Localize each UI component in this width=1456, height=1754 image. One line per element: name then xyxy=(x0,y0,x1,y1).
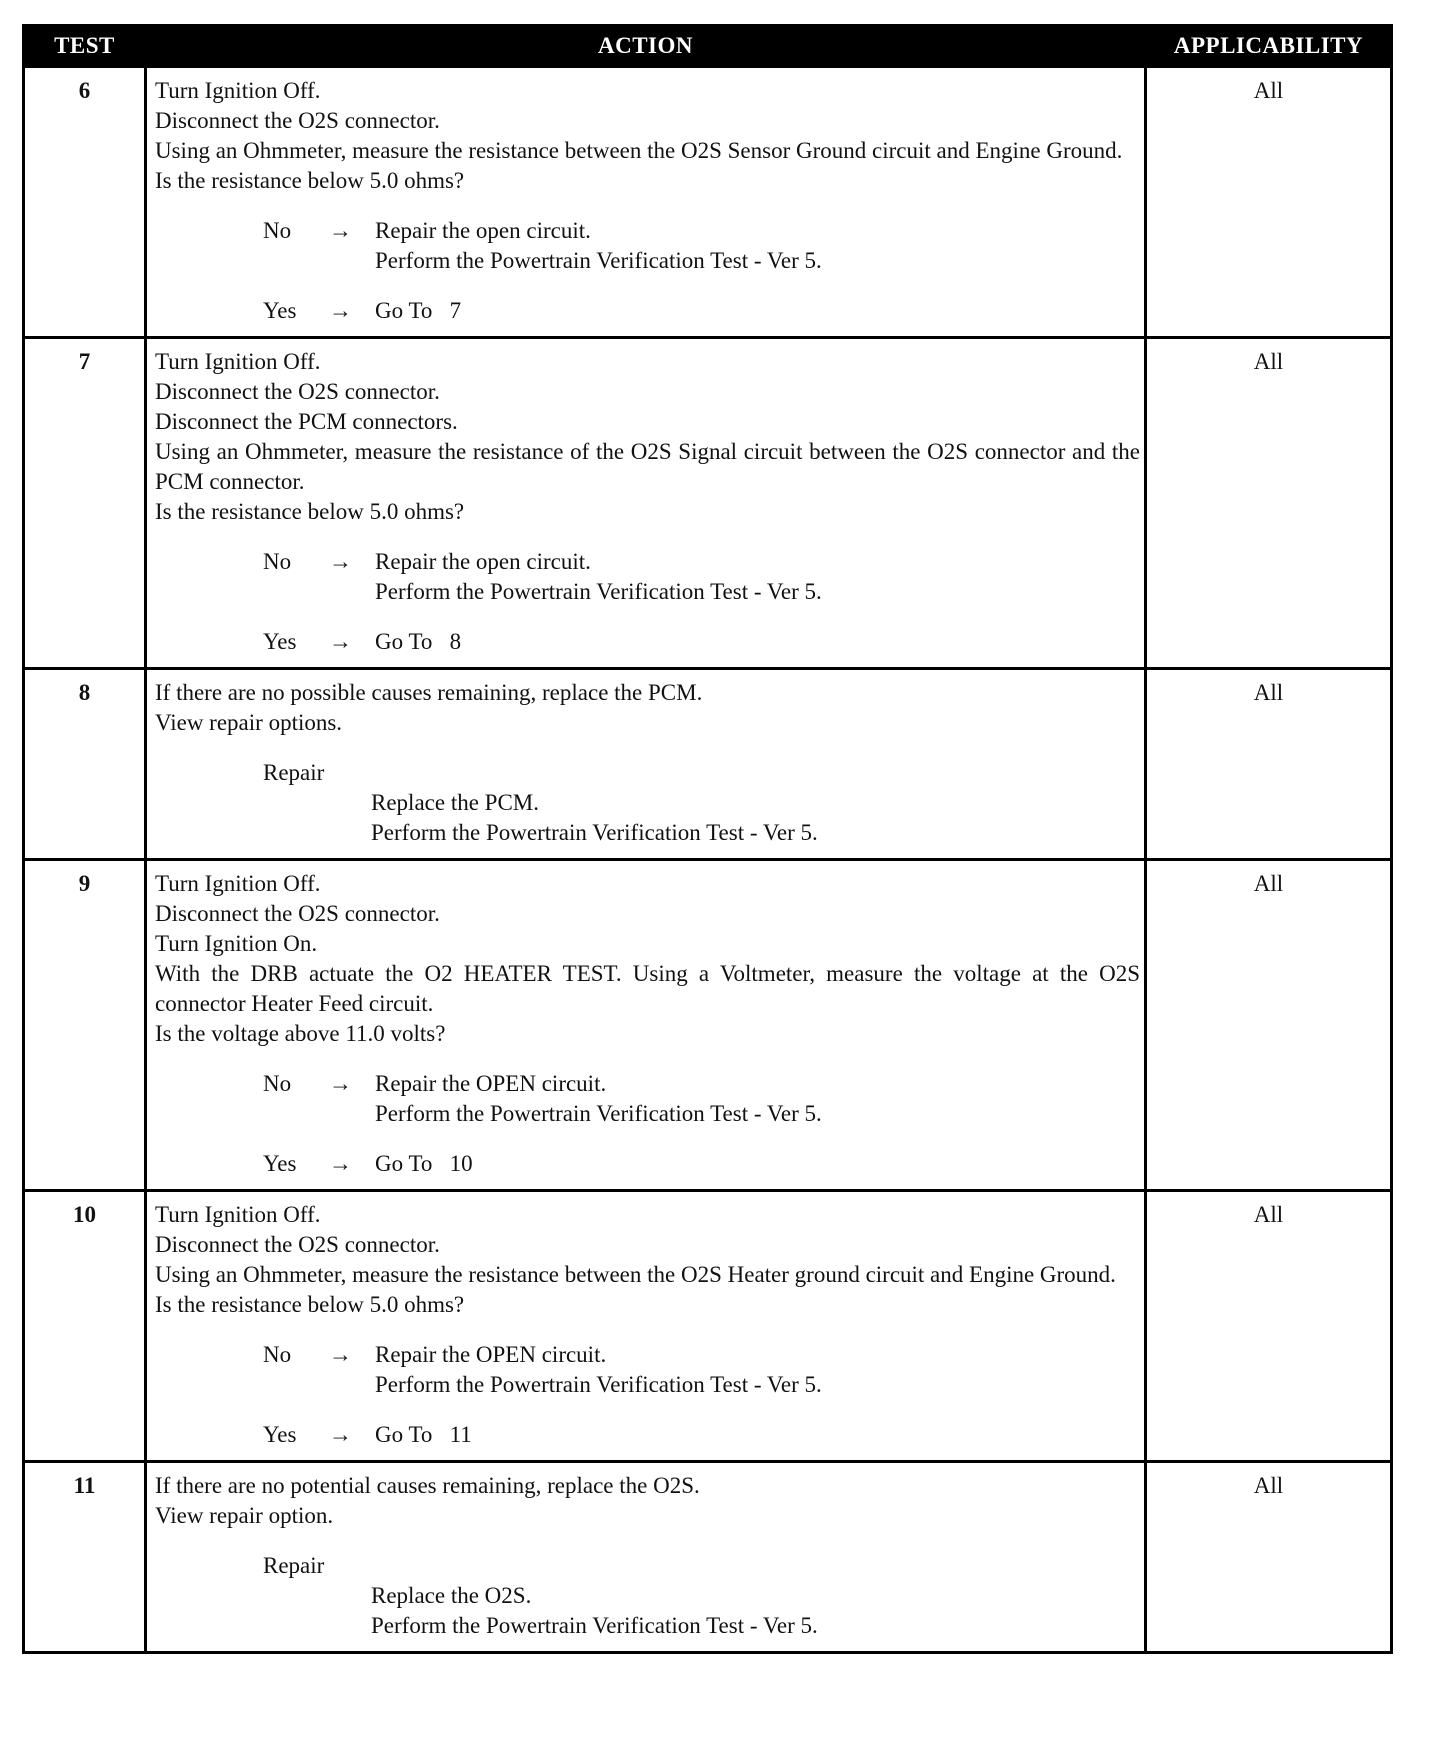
test-number: 9 xyxy=(24,860,146,1191)
action-line: Disconnect the O2S connector. xyxy=(155,379,440,404)
yes-branch xyxy=(155,1420,1140,1450)
no-result-line: Repair the OPEN circuit. xyxy=(375,1071,607,1096)
yes-goto: Go To 10 xyxy=(375,1151,473,1176)
no-result-line: Repair the open circuit. xyxy=(375,549,591,574)
action-line: View repair option. xyxy=(155,1503,334,1528)
yes-branch xyxy=(155,296,1140,326)
spacer xyxy=(263,246,329,276)
no-branch xyxy=(155,1069,1140,1129)
no-label: No xyxy=(263,549,292,574)
action-cell xyxy=(146,860,1146,1191)
repair-line: Perform the Powertrain Verification Test - Ver 5. xyxy=(371,820,818,845)
yes-goto: Go To 11 xyxy=(375,1422,472,1447)
yes-branch xyxy=(155,1149,1140,1179)
header-test: TEST xyxy=(24,26,146,67)
no-label: No xyxy=(263,1071,292,1096)
header-row xyxy=(24,26,1392,67)
action-line: Is the voltage above 11.0 volts? xyxy=(155,1021,446,1046)
no-result-line: Perform the Powertrain Verification Test - Ver 5. xyxy=(375,248,822,273)
action-line: With the DRB actuate the O2 HEATER TEST. Using a Voltmeter, measure the voltage at the O2S connector Heater Feed circuit. xyxy=(155,961,1140,1016)
table-row xyxy=(24,67,1392,338)
action-line: View repair options. xyxy=(155,710,343,735)
applicability-value: All xyxy=(1146,338,1392,669)
spacer xyxy=(329,246,375,276)
yes-label: Yes xyxy=(263,1151,297,1176)
repair-block xyxy=(155,1551,1140,1641)
no-result-line: Perform the Powertrain Verification Test - Ver 5. xyxy=(375,579,822,604)
action-line: Is the resistance below 5.0 ohms? xyxy=(155,499,465,524)
arrow-icon: → xyxy=(329,1422,352,1447)
spacer xyxy=(263,1099,329,1129)
test-number: 6 xyxy=(24,67,146,338)
yes-branch xyxy=(155,627,1140,657)
arrow-icon: → xyxy=(329,218,352,243)
yes-goto: Go To 8 xyxy=(375,629,462,654)
arrow-icon: → xyxy=(329,1151,352,1176)
action-line: If there are no potential causes remaining, replace the O2S. xyxy=(155,1473,700,1498)
table-row xyxy=(24,1191,1392,1462)
action-line: Is the resistance below 5.0 ohms? xyxy=(155,168,465,193)
arrow-icon: → xyxy=(329,629,352,654)
test-number: 7 xyxy=(24,338,146,669)
applicability-value: All xyxy=(1146,1462,1392,1653)
test-number: 11 xyxy=(24,1462,146,1653)
table-row xyxy=(24,1462,1392,1653)
action-cell xyxy=(146,338,1146,669)
no-label: No xyxy=(263,1342,292,1367)
action-cell xyxy=(146,67,1146,338)
action-cell xyxy=(146,669,1146,860)
repair-label: Repair xyxy=(263,1553,325,1578)
table-row xyxy=(24,669,1392,860)
action-line: If there are no possible causes remaining, replace the PCM. xyxy=(155,680,703,705)
spacer xyxy=(329,577,375,607)
no-branch xyxy=(155,216,1140,276)
action-line: Turn Ignition Off. xyxy=(155,871,321,896)
repair-line: Replace the O2S. xyxy=(371,1583,532,1608)
diagnostic-page xyxy=(22,24,1390,1654)
applicability-value: All xyxy=(1146,669,1392,860)
no-result-line: Perform the Powertrain Verification Test - Ver 5. xyxy=(375,1372,822,1397)
table-row xyxy=(24,860,1392,1191)
action-line: Disconnect the O2S connector. xyxy=(155,901,440,926)
header-applicability: APPLICABILITY xyxy=(1146,26,1392,67)
action-line: Is the resistance below 5.0 ohms? xyxy=(155,1292,465,1317)
applicability-value: All xyxy=(1146,1191,1392,1462)
header-action: ACTION xyxy=(146,26,1146,67)
no-result-line: Repair the OPEN circuit. xyxy=(375,1342,607,1367)
no-result-line: Repair the open circuit. xyxy=(375,218,591,243)
table-body xyxy=(24,67,1392,1653)
spacer xyxy=(263,1370,329,1400)
diagnostic-test-table xyxy=(22,24,1393,1654)
arrow-icon: → xyxy=(329,1071,352,1096)
action-line: Using an Ohmmeter, measure the resistance of the O2S Signal circuit between the O2S connector and the PCM connector. xyxy=(155,439,1140,494)
yes-label: Yes xyxy=(263,298,297,323)
yes-label: Yes xyxy=(263,1422,297,1447)
action-cell xyxy=(146,1191,1146,1462)
applicability-value: All xyxy=(1146,860,1392,1191)
action-line: Disconnect the O2S connector. xyxy=(155,1232,440,1257)
no-label: No xyxy=(263,218,292,243)
action-line: Turn Ignition On. xyxy=(155,931,318,956)
action-line: Using an Ohmmeter, measure the resistance between the O2S Heater ground circuit and Engine Ground. xyxy=(155,1262,1116,1287)
action-line: Turn Ignition Off. xyxy=(155,349,321,374)
spacer xyxy=(329,1099,375,1129)
action-line: Disconnect the PCM connectors. xyxy=(155,409,458,434)
applicability-value: All xyxy=(1146,67,1392,338)
no-result-line: Perform the Powertrain Verification Test - Ver 5. xyxy=(375,1101,822,1126)
action-line: Turn Ignition Off. xyxy=(155,1202,321,1227)
test-number: 10 xyxy=(24,1191,146,1462)
test-number: 8 xyxy=(24,669,146,860)
action-line: Turn Ignition Off. xyxy=(155,78,321,103)
action-cell xyxy=(146,1462,1146,1653)
arrow-icon: → xyxy=(329,549,352,574)
action-line: Using an Ohmmeter, measure the resistance between the O2S Sensor Ground circuit and Engine Ground. xyxy=(155,138,1123,163)
table-row xyxy=(24,338,1392,669)
repair-line: Perform the Powertrain Verification Test - Ver 5. xyxy=(371,1613,818,1638)
repair-line: Replace the PCM. xyxy=(371,790,539,815)
arrow-icon: → xyxy=(329,298,352,323)
spacer xyxy=(263,577,329,607)
repair-block xyxy=(155,758,1140,848)
spacer xyxy=(329,1370,375,1400)
no-branch xyxy=(155,547,1140,607)
yes-label: Yes xyxy=(263,629,297,654)
no-branch xyxy=(155,1340,1140,1400)
yes-goto: Go To 7 xyxy=(375,298,462,323)
action-line: Disconnect the O2S connector. xyxy=(155,108,440,133)
arrow-icon: → xyxy=(329,1342,352,1367)
repair-label: Repair xyxy=(263,760,325,785)
